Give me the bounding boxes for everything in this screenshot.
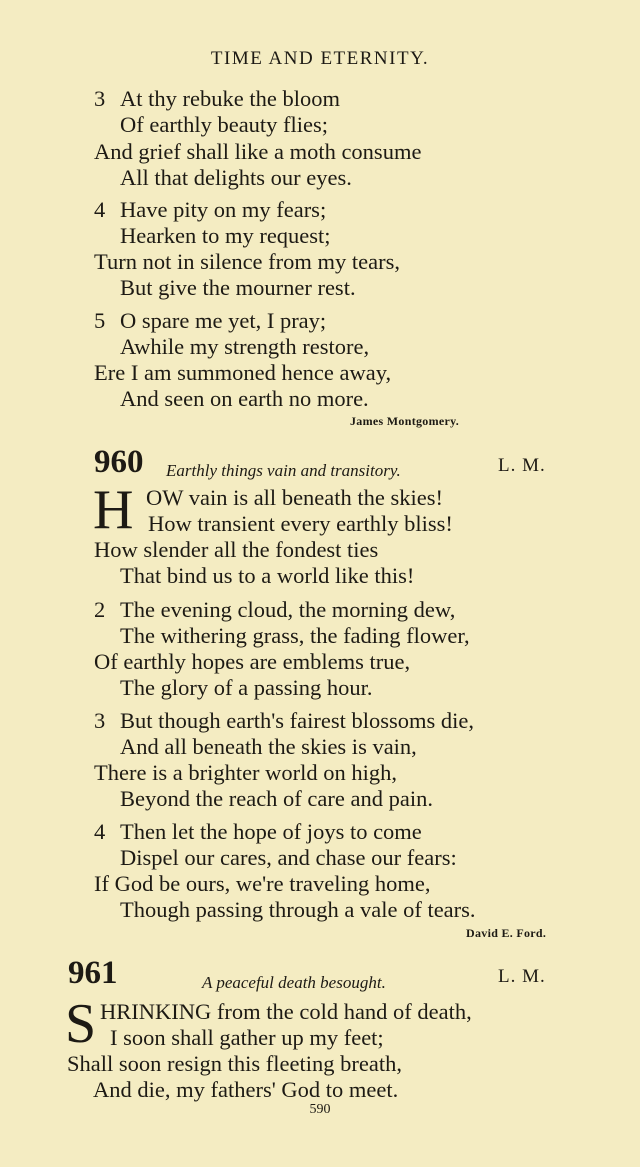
stanza-line: 3 But though earth's fairest blossoms die, — [94, 708, 475, 733]
stanza-line: But give the mourner rest. — [120, 275, 356, 300]
stanza-line: There is a brighter world on high, — [94, 760, 398, 785]
stanza-number: 2 — [94, 597, 106, 622]
hymn-number: 960 — [94, 444, 144, 480]
stanza-number: 3 — [94, 86, 106, 111]
stanza-line: And grief shall like a moth consume — [94, 139, 422, 164]
author-attribution: David E. Ford. — [466, 926, 547, 940]
stanza-line: That bind us to a world like this! — [120, 563, 415, 588]
stanza-line: Of earthly beauty flies; — [120, 112, 329, 137]
stanza-line: HRINKING from the cold hand of death, — [100, 999, 472, 1024]
stanza-line: Hearken to my request; — [120, 223, 331, 248]
running-head: TIME AND ETERNITY. — [210, 48, 430, 69]
hymn-title: A peaceful death besought. — [202, 973, 386, 992]
drop-cap: H — [93, 479, 134, 541]
stanza-number: 5 — [94, 308, 106, 333]
stanza-line: 4 Have pity on my fears; — [94, 197, 327, 222]
stanza-line: Beyond the reach of care and pain. — [120, 786, 433, 811]
hymn-meter: L. M. — [498, 966, 546, 987]
stanza-number: 3 — [94, 708, 106, 733]
stanza-line: And seen on earth no more. — [120, 386, 369, 411]
stanza-line: If God be ours, we're traveling home, — [94, 871, 431, 896]
stanza-line: How slender all the fondest ties — [94, 537, 379, 562]
stanza-line: Awhile my strength restore, — [120, 334, 370, 359]
stanza-line: Of earthly hopes are emblems true, — [94, 649, 411, 674]
stanza-line: Turn not in silence from my tears, — [94, 249, 401, 274]
stanza-line: The glory of a passing hour. — [120, 675, 373, 700]
author-attribution: James Montgomery. — [350, 414, 460, 428]
stanza-line: Ere I am summoned hence away, — [94, 360, 392, 385]
stanza-line: Though passing through a vale of tears. — [120, 897, 476, 922]
stanza-line: And die, my fathers' God to meet. — [93, 1077, 399, 1102]
stanza-line: OW vain is all beneath the skies! — [146, 485, 444, 510]
stanza-line: I soon shall gather up my feet; — [110, 1025, 384, 1050]
stanza-line: 4 Then let the hope of joys to come — [94, 819, 422, 844]
stanza-line: And all beneath the skies is vain, — [120, 734, 417, 759]
stanza-line: 3 At thy rebuke the bloom — [94, 86, 340, 111]
stanza-line: The withering grass, the fading flower, — [120, 623, 470, 648]
stanza-line: Dispel our cares, and chase our fears: — [120, 845, 457, 870]
stanza-line: All that delights our eyes. — [120, 165, 352, 190]
hymn-meter: L. M. — [498, 455, 546, 476]
stanza-number: 4 — [94, 819, 106, 844]
stanza-line: Shall soon resign this fleeting breath, — [67, 1051, 402, 1076]
stanza-number: 4 — [94, 197, 106, 222]
hymn-number: 961 — [68, 955, 118, 991]
stanza-line: 5 O spare me yet, I pray; — [94, 308, 327, 333]
hymn-title: Earthly things vain and transitory. — [166, 461, 401, 480]
page-number: 590 — [309, 1102, 331, 1117]
drop-cap: S — [65, 993, 97, 1055]
stanza-line: 2 The evening cloud, the morning dew, — [94, 597, 456, 622]
stanza-line: How transient every earthly bliss! — [148, 511, 453, 536]
